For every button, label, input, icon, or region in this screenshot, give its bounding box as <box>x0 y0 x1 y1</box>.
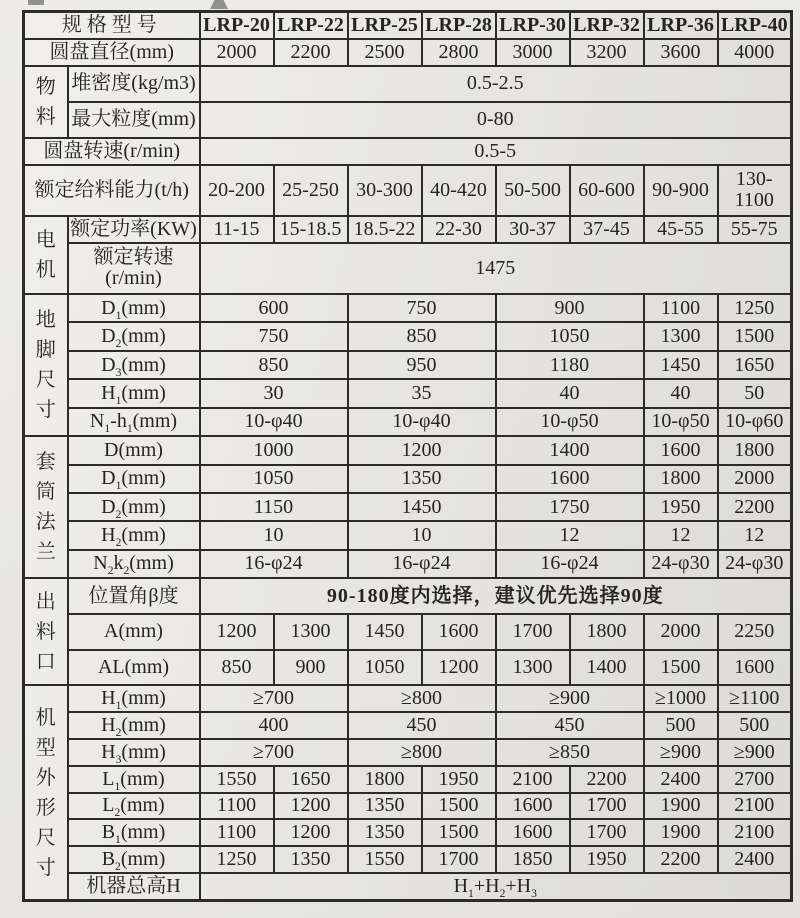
value-cell: 1700 <box>496 614 570 650</box>
value-cell: 3200 <box>570 39 644 66</box>
value-cell: 1100 <box>200 793 274 820</box>
row-label: $H_1(mm)$ <box>68 379 200 407</box>
row-label: 额定功率(KW) <box>68 216 200 243</box>
spec-table-body <box>24 12 792 901</box>
value-cell: ≥1100 <box>718 685 792 712</box>
value-cell: 600 <box>200 294 348 322</box>
value-cell: 1400 <box>570 650 644 686</box>
value-cell: 30-37 <box>496 216 570 243</box>
value-cell: ≥900 <box>718 739 792 766</box>
value-cell: 10-φ50 <box>496 408 644 436</box>
value-cell: 90-180度内选择，建议优先选择90度 <box>200 578 792 614</box>
table-row <box>24 351 792 379</box>
value-cell: 1150 <box>200 493 348 521</box>
value-cell: 1350 <box>348 793 422 820</box>
table-row <box>24 712 792 739</box>
value-cell: 1600 <box>496 793 570 820</box>
value-cell: 900 <box>496 294 644 322</box>
value-cell: 2000 <box>718 465 792 493</box>
row-label: $D_3(mm)$ <box>68 351 200 379</box>
value-cell: 1700 <box>422 846 496 873</box>
value-cell: 1300 <box>496 650 570 686</box>
value-cell: 2000 <box>200 39 274 66</box>
value-cell: ≥1000 <box>644 685 718 712</box>
value-cell: 850 <box>200 650 274 686</box>
value-cell: 2400 <box>644 766 718 793</box>
table-row <box>24 873 792 901</box>
value-cell: 2100 <box>718 819 792 846</box>
group-label-text: 地脚尺寸 <box>35 309 56 422</box>
row-label: 圆盘直径(mm) <box>24 39 200 66</box>
group-label-motor <box>24 216 68 294</box>
value-cell: $H_1+H_2+H_3$ <box>200 873 792 901</box>
value-cell: 10-φ40 <box>200 408 348 436</box>
value-cell: 1200 <box>348 436 496 464</box>
value-cell: 10 <box>200 521 348 549</box>
table-row <box>24 379 792 407</box>
model-header-cell: LRP-25 <box>348 12 422 39</box>
value-cell: 900 <box>274 650 348 686</box>
value-cell: 500 <box>644 712 718 739</box>
table-row <box>24 578 792 614</box>
value-cell: 10-φ40 <box>348 408 496 436</box>
value-cell: 3600 <box>644 39 718 66</box>
value-cell: 2100 <box>496 766 570 793</box>
value-cell: 1500 <box>644 650 718 686</box>
row-label: $B_2(mm)$ <box>68 846 200 873</box>
value-cell: 1950 <box>570 846 644 873</box>
table-row <box>24 165 792 216</box>
model-header-cell: LRP-22 <box>274 12 348 39</box>
value-cell: 1050 <box>348 650 422 686</box>
value-cell: 25-250 <box>274 165 348 216</box>
value-cell: 1600 <box>644 436 718 464</box>
value-cell: 1250 <box>718 294 792 322</box>
row-label: $D_1(mm)$ <box>68 465 200 493</box>
value-cell: 1650 <box>718 351 792 379</box>
value-cell: 450 <box>348 712 496 739</box>
row-label: $D_2(mm)$ <box>68 493 200 521</box>
table-row <box>24 739 792 766</box>
row-label: AL(mm) <box>68 650 200 686</box>
value-cell: 1450 <box>348 614 422 650</box>
value-cell: 1950 <box>644 493 718 521</box>
value-cell: 24-φ30 <box>718 550 792 578</box>
value-cell: 1350 <box>274 846 348 873</box>
scan-artifact <box>210 0 228 9</box>
scan-artifact <box>28 0 44 5</box>
value-cell: 1900 <box>644 819 718 846</box>
row-label: $H_1(mm)$ <box>68 685 200 712</box>
value-cell: 1500 <box>422 793 496 820</box>
value-cell: 1050 <box>496 322 644 350</box>
table-row <box>24 216 792 243</box>
row-label: A(mm) <box>68 614 200 650</box>
model-header-cell: LRP-30 <box>496 12 570 39</box>
value-cell: 1700 <box>570 793 644 820</box>
table-row <box>24 793 792 820</box>
group-label-text: 出料口 <box>35 590 56 673</box>
value-cell: 1550 <box>348 846 422 873</box>
value-cell: 30 <box>200 379 348 407</box>
value-cell: 1450 <box>644 351 718 379</box>
value-cell: 950 <box>348 351 496 379</box>
value-cell: 60-600 <box>570 165 644 216</box>
row-label: $D_2(mm)$ <box>68 322 200 350</box>
value-cell: 12 <box>496 521 644 549</box>
value-cell: 1750 <box>496 493 644 521</box>
value-cell: 0-80 <box>200 102 792 138</box>
value-cell: 45-55 <box>644 216 718 243</box>
value-cell: 12 <box>718 521 792 549</box>
value-cell: 4000 <box>718 39 792 66</box>
group-label-text: 套筒法兰 <box>35 451 56 564</box>
row-label: 最大粒度(mm) <box>68 102 200 138</box>
table-row <box>24 685 792 712</box>
table-row <box>24 243 792 294</box>
value-cell: 500 <box>718 712 792 739</box>
row-label: 额定给料能力(t/h) <box>24 165 200 216</box>
value-cell: 50 <box>718 379 792 407</box>
value-cell: 1600 <box>496 465 644 493</box>
group-label-sleeve-flange <box>24 436 68 578</box>
group-label-material <box>24 66 68 138</box>
value-cell: 10-φ60 <box>718 408 792 436</box>
value-cell: 2000 <box>644 614 718 650</box>
value-cell: 2100 <box>718 793 792 820</box>
value-cell: 40 <box>644 379 718 407</box>
value-cell: 1450 <box>348 493 496 521</box>
row-label: 堆密度(kg/m3) <box>68 66 200 102</box>
value-cell: ≥700 <box>200 685 348 712</box>
value-cell: 22-30 <box>422 216 496 243</box>
table-row <box>24 521 792 549</box>
value-cell: ≥800 <box>348 739 496 766</box>
row-label: $L_2(mm)$ <box>68 793 200 820</box>
value-cell: 1200 <box>422 650 496 686</box>
value-cell: 1550 <box>200 766 274 793</box>
value-cell: 750 <box>200 322 348 350</box>
value-cell: 0.5-2.5 <box>200 66 792 102</box>
table-row <box>24 322 792 350</box>
value-cell: 1950 <box>422 766 496 793</box>
row-label: $D_1(mm)$ <box>68 294 200 322</box>
value-cell: 2400 <box>718 846 792 873</box>
table-row <box>24 650 792 686</box>
value-cell: 16-φ24 <box>348 550 496 578</box>
value-cell: 1100 <box>200 819 274 846</box>
value-cell: 1350 <box>348 465 496 493</box>
row-label: $B_1(mm)$ <box>68 819 200 846</box>
table-row <box>24 819 792 846</box>
model-header-cell: LRP-20 <box>200 12 274 39</box>
value-cell: 1800 <box>570 614 644 650</box>
value-cell: 1350 <box>348 819 422 846</box>
value-cell: 2200 <box>274 39 348 66</box>
value-cell: 3000 <box>496 39 570 66</box>
row-label: 机器总高H <box>68 873 200 901</box>
value-cell: 18.5-22 <box>348 216 422 243</box>
value-cell: 1200 <box>274 819 348 846</box>
value-cell: 1650 <box>274 766 348 793</box>
value-cell: 1475 <box>200 243 792 294</box>
value-cell: 1500 <box>422 819 496 846</box>
model-header-cell: LRP-40 <box>718 12 792 39</box>
table-row <box>24 102 792 138</box>
value-cell: 1180 <box>496 351 644 379</box>
model-header-cell: LRP-32 <box>570 12 644 39</box>
table-row <box>24 294 792 322</box>
value-cell: ≥900 <box>644 739 718 766</box>
value-cell: 2250 <box>718 614 792 650</box>
value-cell: 24-φ30 <box>644 550 718 578</box>
value-cell: 1800 <box>348 766 422 793</box>
value-cell: 35 <box>348 379 496 407</box>
table-row <box>24 39 792 66</box>
value-cell: 130-1100 <box>718 165 792 216</box>
value-cell: 40 <box>496 379 644 407</box>
value-cell: 450 <box>496 712 644 739</box>
table-row <box>24 138 792 165</box>
value-cell: 1050 <box>200 465 348 493</box>
row-label: $H_2(mm)$ <box>68 521 200 549</box>
value-cell: 1500 <box>718 322 792 350</box>
value-cell: 16-φ24 <box>200 550 348 578</box>
value-cell: ≥900 <box>496 685 644 712</box>
model-header-cell: LRP-28 <box>422 12 496 39</box>
table-row <box>24 465 792 493</box>
value-cell: 20-200 <box>200 165 274 216</box>
value-cell: 750 <box>348 294 496 322</box>
table-row <box>24 436 792 464</box>
row-label: 位置角β度 <box>68 578 200 614</box>
row-label: 圆盘转速(r/min) <box>24 138 200 165</box>
value-cell: 16-φ24 <box>496 550 644 578</box>
value-cell: 1800 <box>718 436 792 464</box>
value-cell: 12 <box>644 521 718 549</box>
value-cell: 10 <box>348 521 496 549</box>
group-label-discharge-outlet <box>24 578 68 685</box>
value-cell: 1800 <box>644 465 718 493</box>
group-label-foundation-dimensions <box>24 294 68 436</box>
value-cell: 400 <box>200 712 348 739</box>
value-cell: ≥700 <box>200 739 348 766</box>
value-cell: 1600 <box>496 819 570 846</box>
value-cell: 1900 <box>644 793 718 820</box>
row-label: $N_1-h_1(mm)$ <box>68 408 200 436</box>
row-label: D(mm) <box>68 436 200 464</box>
value-cell: 1600 <box>718 650 792 686</box>
table-row <box>24 408 792 436</box>
value-cell: 2800 <box>422 39 496 66</box>
table-row <box>24 766 792 793</box>
model-header-cell: LRP-36 <box>644 12 718 39</box>
value-cell: 1400 <box>496 436 644 464</box>
row-label: 额定转速(r/min) <box>68 243 200 294</box>
value-cell: ≥800 <box>348 685 496 712</box>
table-row <box>24 846 792 873</box>
value-cell: 850 <box>200 351 348 379</box>
value-cell: 1300 <box>644 322 718 350</box>
value-cell: 850 <box>348 322 496 350</box>
value-cell: 1200 <box>274 793 348 820</box>
value-cell: 1100 <box>644 294 718 322</box>
value-cell: 11-15 <box>200 216 274 243</box>
value-cell: 1000 <box>200 436 348 464</box>
table-row <box>24 614 792 650</box>
value-cell: 1300 <box>274 614 348 650</box>
value-cell: 10-φ50 <box>644 408 718 436</box>
group-label-text: 物料 <box>35 75 56 128</box>
table-row <box>24 66 792 102</box>
value-cell: 55-75 <box>718 216 792 243</box>
value-cell: 50-500 <box>496 165 570 216</box>
value-cell: 90-900 <box>644 165 718 216</box>
row-label: $H_3(mm)$ <box>68 739 200 766</box>
value-cell: 2200 <box>718 493 792 521</box>
value-cell: 2500 <box>348 39 422 66</box>
group-label-machine-outline-dimensions <box>24 685 68 900</box>
value-cell: 15-18.5 <box>274 216 348 243</box>
table-row <box>24 493 792 521</box>
table-row <box>24 12 792 39</box>
value-cell: 2200 <box>570 766 644 793</box>
row-label: $L_1(mm)$ <box>68 766 200 793</box>
value-cell: 37-45 <box>570 216 644 243</box>
value-cell: 1850 <box>496 846 570 873</box>
value-cell: 1250 <box>200 846 274 873</box>
value-cell: 1600 <box>422 614 496 650</box>
row-label: $H_2(mm)$ <box>68 712 200 739</box>
spec-table <box>22 10 793 902</box>
value-cell: 2700 <box>718 766 792 793</box>
value-cell: 2200 <box>644 846 718 873</box>
row-label: 规格型号 <box>24 12 200 39</box>
value-cell: 30-300 <box>348 165 422 216</box>
row-label: $N_2k_2(mm)$ <box>68 550 200 578</box>
group-label-text: 机型外形尺寸 <box>35 706 56 879</box>
value-cell: 1200 <box>200 614 274 650</box>
table-row <box>24 550 792 578</box>
value-cell: 0.5-5 <box>200 138 792 165</box>
value-cell: 40-420 <box>422 165 496 216</box>
value-cell: 1700 <box>570 819 644 846</box>
group-label-text: 电机 <box>35 228 56 281</box>
value-cell: ≥850 <box>496 739 644 766</box>
